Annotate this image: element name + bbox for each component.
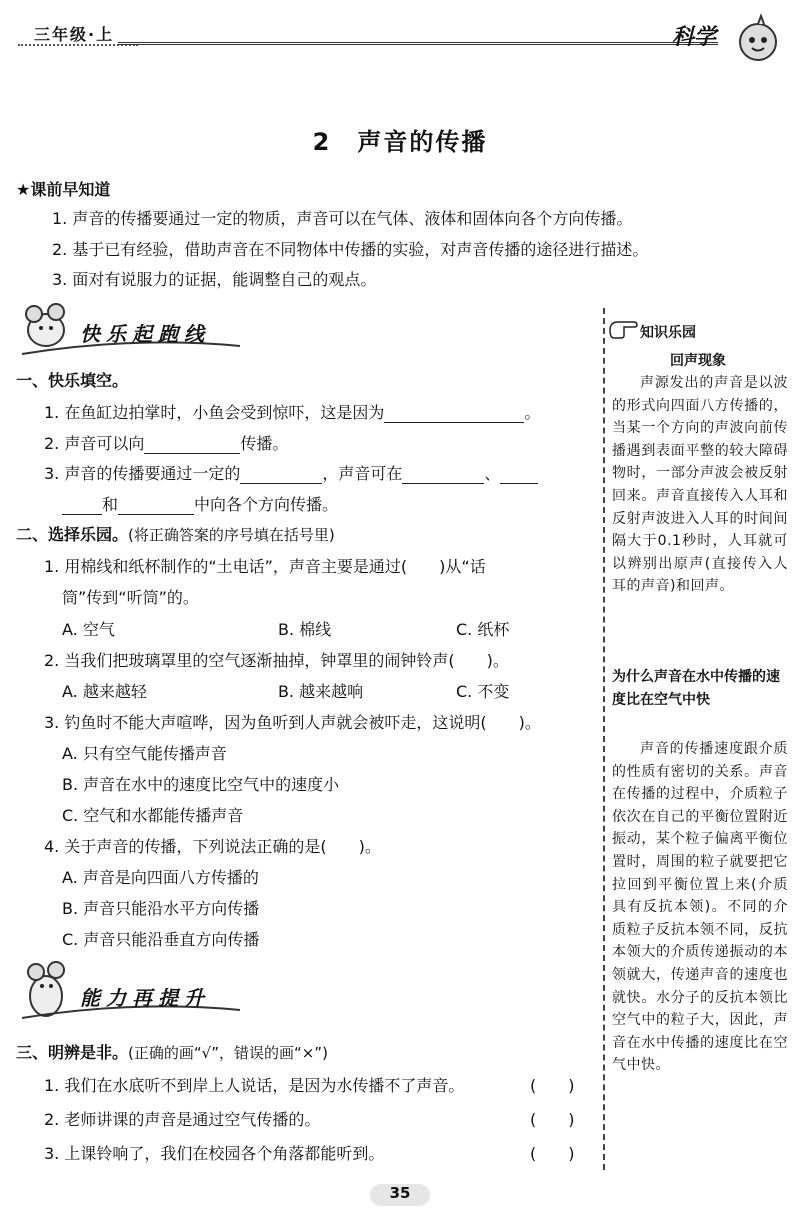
- fill-question-2: [44, 431, 288, 454]
- answer-paren[interactable]: ( ): [530, 1076, 575, 1095]
- choice-option: B. 声音只能沿水平方向传播: [62, 899, 260, 918]
- question-text: 2. 声音可以向: [44, 434, 145, 453]
- choice-option: A. 空气: [62, 620, 115, 639]
- choice-option: C. 不变: [456, 682, 510, 701]
- section-banner: 快乐起跑线: [80, 322, 210, 346]
- part1-heading: 一、快乐填空。: [16, 371, 129, 390]
- part3-hint: (正确的画“√”，错误的画“×”): [128, 1044, 328, 1062]
- choice-option: A. 只有空气能传播声音: [62, 744, 227, 763]
- star-mascot-icon: [730, 12, 786, 68]
- fill-question-3-cont: [62, 492, 338, 515]
- choice-question-2: 2. 当我们把玻璃罩里的空气逐渐抽掉，钟罩里的闹钟铃声( )。: [44, 651, 509, 670]
- choice-option: B. 越来越响: [278, 682, 364, 701]
- sidebar-paragraph: 声源发出的声音是以波的形式向四面八方传播的，当某一个方向的声波向前传播遇到表面平整的较大障碍物时，一部分声波会被反射回来。声音直接传入人耳和反射声波进入人耳的时间间隔大于0.1秒时，人耳就可以辨别出原声(直接传入人耳的声音)和回声。: [612, 375, 788, 595]
- judge-item: 2. 老师讲课的声音是通过空气传播的。: [44, 1110, 321, 1129]
- answer-blank[interactable]: [144, 437, 240, 454]
- sidebar-heading: 为什么声音在水中传播的速度比在空气中快: [612, 669, 780, 708]
- subject-label: 科学: [672, 25, 717, 50]
- preview-item: 2. 基于已有经验，借助声音在不同物体中传播的实验，对声音传播的途径进行描述。: [52, 240, 649, 259]
- answer-blank[interactable]: [500, 467, 538, 484]
- judge-item: 1. 我们在水底听不到岸上人说话，是因为水传播不了声音。: [44, 1076, 465, 1095]
- lesson-title: 2 声音的传播: [312, 128, 488, 156]
- choice-question-3: 3. 钓鱼时不能大声喧哗，因为鱼听到人声就会被吓走，这说明( )。: [44, 713, 541, 732]
- question-text: 1. 在鱼缸边拍掌时，小鱼会受到惊吓，这是因为: [44, 403, 385, 422]
- part2-title: 二、选择乐园。: [16, 525, 129, 544]
- question-text: ，声音可在: [322, 464, 403, 483]
- choice-option: B. 棉线: [278, 620, 332, 639]
- question-text: 。: [524, 403, 541, 422]
- question-text: 、: [484, 464, 501, 483]
- question-text: 3. 声音的传播要通过一定的: [44, 464, 241, 483]
- choice-option: B. 声音在水中的速度比空气中的速度小: [62, 775, 340, 794]
- answer-blank[interactable]: [62, 498, 102, 515]
- choice-question-4: 4. 关于声音的传播，下列说法正确的是( )。: [44, 837, 381, 856]
- question-text: 传播。: [240, 434, 289, 453]
- fill-question-1: [44, 400, 540, 423]
- preview-heading: ★课前早知道: [16, 180, 111, 199]
- page-number: 35: [370, 1184, 430, 1206]
- sidebar-label: 知识乐园: [640, 325, 696, 341]
- choice-option: A. 声音是向四面八方传播的: [62, 868, 259, 887]
- answer-blank[interactable]: [118, 498, 194, 515]
- part2-hint: (将正确答案的序号填在括号里): [128, 526, 335, 544]
- choice-option: C. 纸杯: [456, 620, 510, 639]
- question-text: 和: [102, 495, 119, 514]
- preview-item: 1. 声音的传播要通过一定的物质，声音可以在气体、液体和固体向各个方向传播。: [52, 209, 633, 228]
- answer-paren[interactable]: ( ): [530, 1110, 575, 1129]
- answer-blank[interactable]: [384, 406, 524, 423]
- answer-paren[interactable]: ( ): [530, 1144, 575, 1163]
- judge-item: 3. 上课铃响了，我们在校园各个角落都能听到。: [44, 1144, 385, 1163]
- header-rule: [118, 42, 718, 45]
- choice-option: C. 声音只能沿垂直方向传播: [62, 930, 260, 949]
- part3-title: 三、明辨是非。: [16, 1043, 129, 1062]
- question-text: 中向各个方向传播。: [194, 495, 339, 514]
- answer-blank[interactable]: [402, 467, 484, 484]
- preview-item: 3. 面对有说服力的证据，能调整自己的观点。: [52, 270, 377, 289]
- choice-question-1: 1. 用棉线和纸杯制作的“土电话”，声音主要是通过( )从“话: [44, 557, 486, 576]
- part2-heading: [16, 522, 335, 545]
- sidebar-subtitle: 回声现象: [670, 353, 726, 369]
- answer-blank[interactable]: [240, 467, 322, 484]
- choice-question-1-cont: 筒”传到“听筒”的。: [62, 588, 199, 607]
- section-banner: 能力再提升: [80, 986, 210, 1010]
- choice-option: A. 越来越轻: [62, 682, 147, 701]
- choice-option: C. 空气和水都能传播声音: [62, 806, 244, 825]
- grade-label: 三年级·上: [34, 25, 115, 44]
- sidebar-paragraph: 声音的传播速度跟介质的性质有密切的关系。声音在传播的过程中，介质粒子依次在自己的平衡位置附近振动，某个粒子偏离平衡位置时，周围的粒子就要把它拉回到平衡位置上来(介质具有反抗本领)。不同的介质粒子反抗本领不同，反抗本领大的介质传递振动的本领就大，传递声音的速度也就快。水分子的反抗本领比空气中的粒子大，因此，声音在水中传播的速度比在空气中快。: [612, 741, 788, 1074]
- part3-heading: [16, 1040, 328, 1063]
- pointing-hand-icon: [608, 318, 638, 340]
- fill-question-3: [44, 461, 538, 484]
